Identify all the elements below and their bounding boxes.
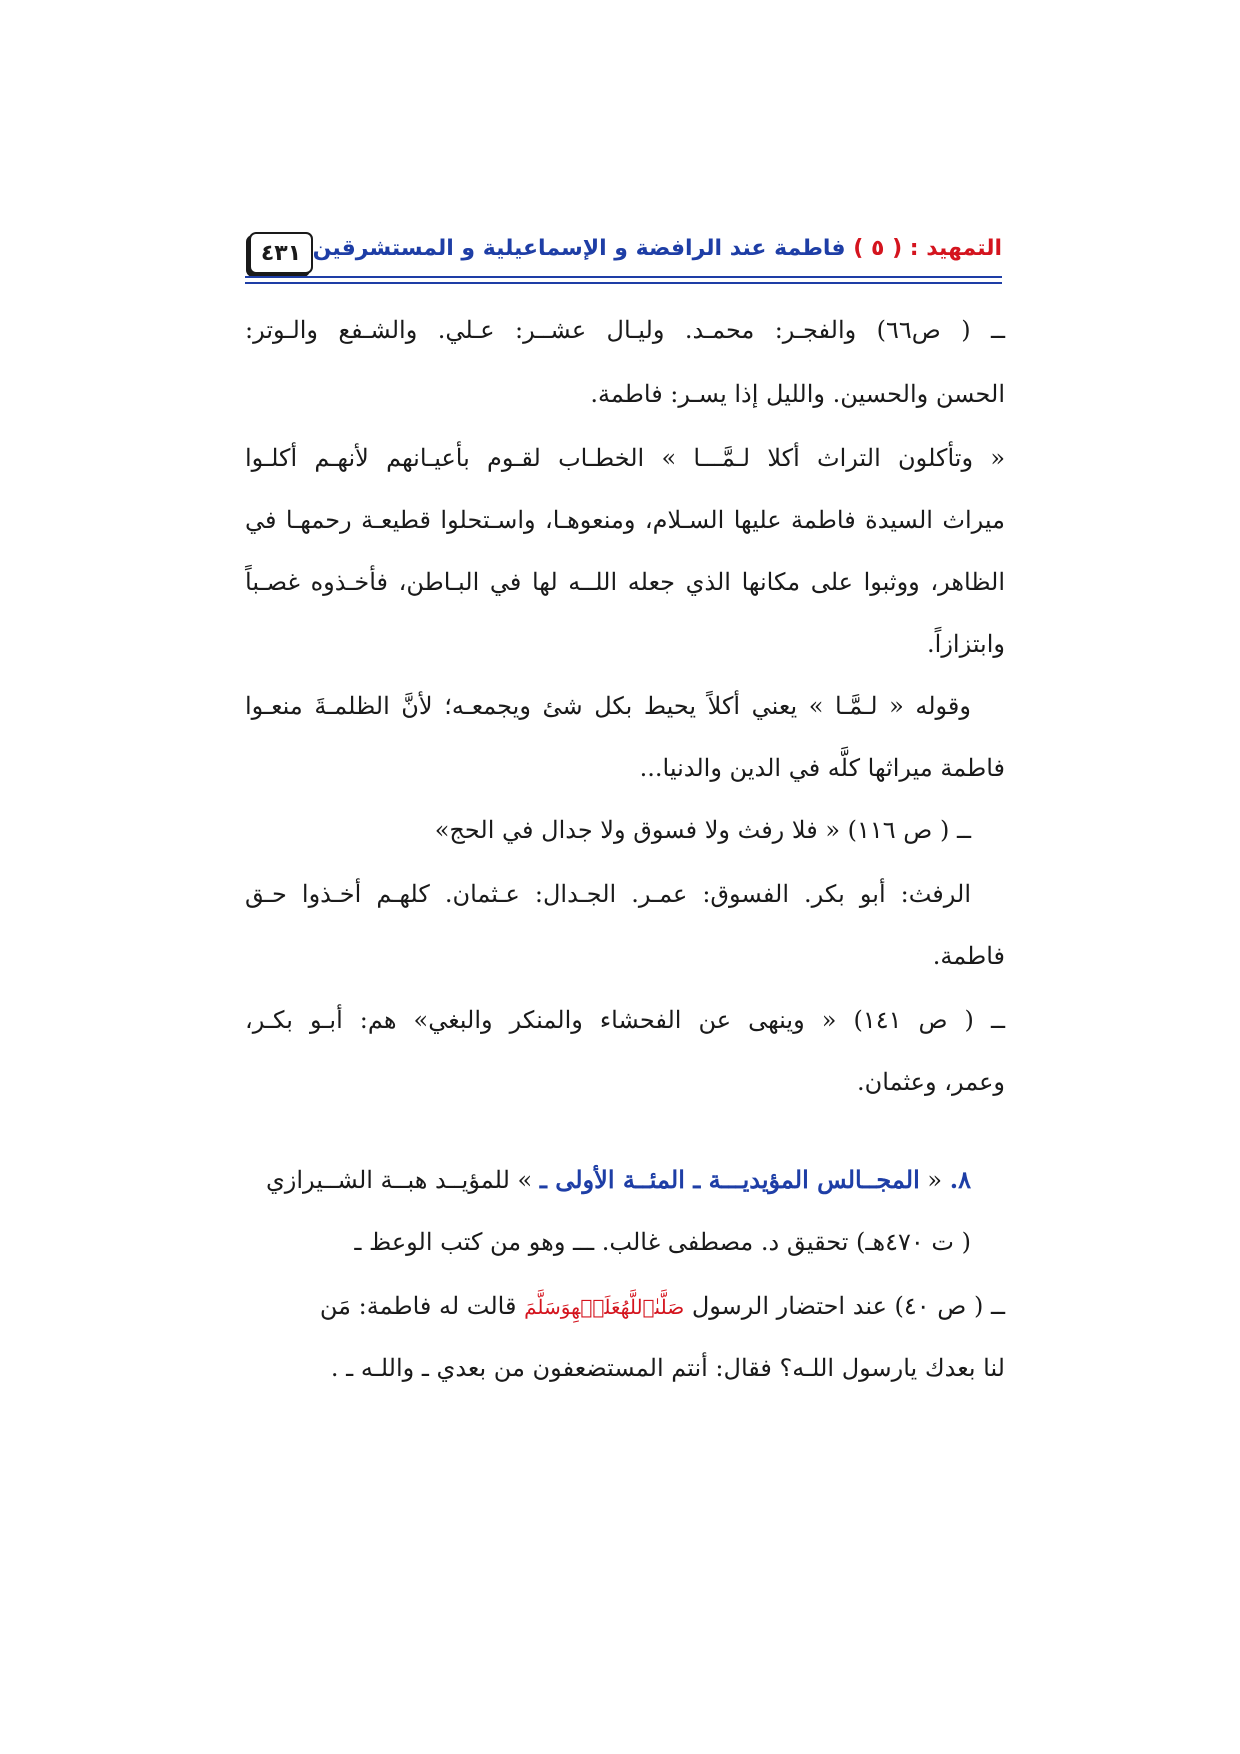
paragraph-line: وعمر، وعثمان. [857,1068,1005,1096]
page-header [245,232,1002,278]
paragraph-line: فاطمة. [932,942,1005,970]
paragraph-line: « وتأكلون التراث أكلا لـمَّـــا » الخطـاب لقـوم بأعيـانهم لأنهـم أكلـوا [245,444,1005,472]
paragraph-line: الرفث: أبو بكر. الفسوق: عمـر. الجـدال: عـثمان. كلهـم أخـذوا حـق [245,880,971,908]
paragraph-line: ــ ( ص٦٦) والفجـر: محمـد. وليـال عشــر: عـلي. والشـفع والـوتر: [245,316,1006,344]
paragraph-line: وابتزازاً. [927,630,1005,658]
running-title [313,236,1002,261]
paragraph-line: وقوله « لـمَّـا » يعني أكلاً يحيط بكل شئ ويجمعـه؛ لأنَّ الظلمـةَ منعـوا [245,692,971,720]
author-name: للمؤيــد هبــة الشــيرازي [265,1166,510,1194]
paragraph-line: ــ ( ص ١١٦) « فلا رفث ولا فسوق ولا جدال في الحج» [434,816,971,844]
close-quote: » [517,1166,533,1194]
header-divider-bottom [245,282,1002,284]
paragraph-line: الحسن والحسين. والليل إذا يسـر: فاطمة. [590,380,1005,408]
section-number: ٨. [949,1165,971,1194]
header-divider-top [245,276,1002,278]
paragraph-line [245,1288,1005,1325]
book-title: المجــالس المؤيديـــة ـ المئــة الأولى ـ [539,1165,920,1194]
section-heading [245,1162,1005,1198]
paragraph-line: لنا بعدك يارسول اللـه؟ فقال: أنتم المستضعفون من بعدي ـ واللـه ـ . [330,1354,1005,1382]
paragraph-line: ( ت ٤٧٠هـ) تحقيق د. مصطفى غالب. ـــ وهو من كتب الوعظ ـ [354,1228,971,1256]
blessing-formula: صَلَّىٰٱللَّهُعَلَيۡهِوَسَلَّمَ [524,1295,685,1319]
paragraph-line: ميراث السيدة فاطمة عليها السـلام، ومنعوهـا، واسـتحلوا قطيعـة رحمهـا في [245,506,1005,534]
line-text: قالت له فاطمة: مَن [319,1292,517,1320]
line-text: ــ ( ص ٤٠) عند احتضار الرسول [691,1292,1005,1320]
paragraph-line: ــ ( ص ١٤١) « وينهى عن الفحشاء والمنكر والبغي» هم: أبـو بكـر، [245,1006,1006,1034]
paragraph-line: الظاهر، ووثبوا على مكانها الذي جعله اللــه لها في البـاطن، فأخـذوه غصـباً [245,568,1005,596]
page-number: ٤٣١ [249,232,313,274]
open-quote: « [927,1166,943,1194]
running-title-chapter: التمهيد : ( ٥ ) [853,236,1002,261]
running-title-subject: فاطمة عند الرافضة و الإسماعيلية و المستشرقين [312,236,846,261]
paragraph-line: فاطمة ميراثها كلَّه في الدين والدنيا... [639,754,1005,782]
